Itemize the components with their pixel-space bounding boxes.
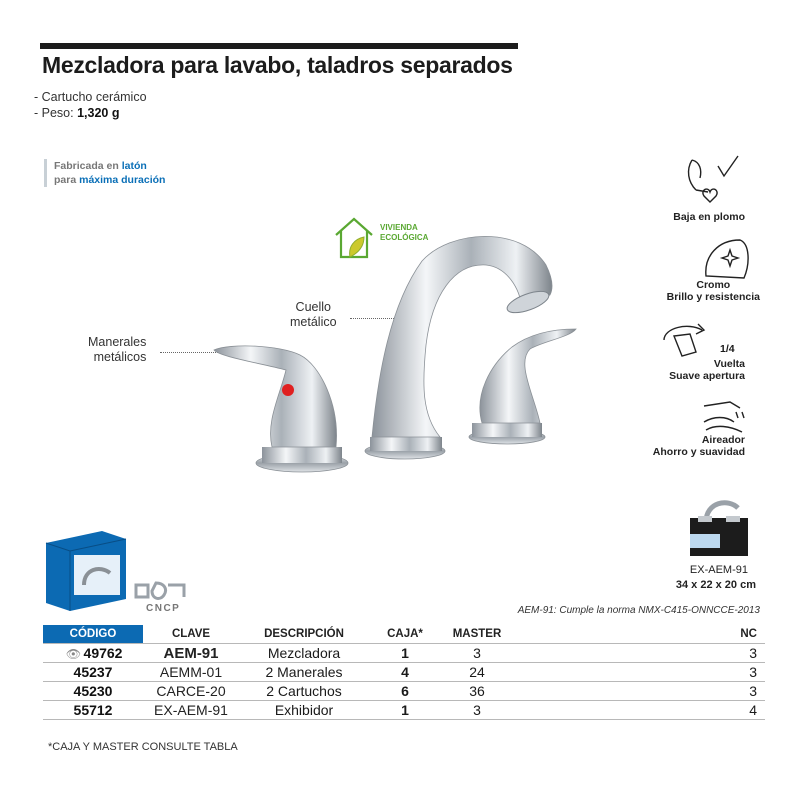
table-header-row bbox=[43, 625, 765, 644]
low-lead-icon bbox=[682, 152, 742, 206]
cell-descripcion: 2 Cartuchos bbox=[239, 682, 369, 701]
left-handle bbox=[214, 346, 348, 472]
cell-codigo: 45230 bbox=[43, 682, 143, 701]
cell-nc: 4 bbox=[513, 701, 765, 720]
cell-clave: EX-AEM-91 bbox=[143, 701, 239, 720]
cell-master: 24 bbox=[441, 663, 513, 682]
table-row bbox=[43, 682, 765, 701]
feature-aerator-label: Aireador Ahorro y suavidad bbox=[652, 434, 745, 458]
cell-codigo: 55712 bbox=[43, 701, 143, 720]
title-rule bbox=[40, 43, 518, 49]
cell-nc: 3 bbox=[513, 644, 765, 663]
col-header-master: MASTER bbox=[452, 628, 502, 640]
material-note: Fabricada en latón para máxima duración bbox=[44, 159, 214, 187]
quarter-turn-icon bbox=[658, 318, 718, 360]
table-row bbox=[43, 663, 765, 682]
display-model: EX-AEM-91 bbox=[689, 564, 748, 576]
cell-caja: 4 bbox=[369, 663, 441, 682]
handles-callout: Manerales metálicos bbox=[88, 335, 147, 364]
right-handle bbox=[469, 329, 576, 444]
neck-callout: Cuello metálico bbox=[290, 300, 337, 329]
page-title: Mezcladora para lavabo, taladros separados bbox=[42, 52, 513, 78]
display-stand-image bbox=[684, 494, 754, 560]
table-row bbox=[43, 701, 765, 720]
cncp-logo-text: CNCP bbox=[146, 603, 181, 614]
spec-weight: - Peso: 1,320 g bbox=[34, 106, 120, 120]
display-dimensions: 34 x 22 x 20 cm bbox=[675, 579, 756, 591]
cell-codigo: 45237 bbox=[43, 663, 143, 682]
faucet-illustration bbox=[200, 225, 590, 480]
cell-descripcion: Mezcladora bbox=[239, 644, 369, 663]
hot-indicator-icon bbox=[282, 384, 294, 396]
product-box-image bbox=[44, 529, 128, 613]
feature-quarter-label: Vuelta Suave apertura bbox=[669, 358, 745, 382]
feature-low-lead-label: Baja en plomo bbox=[673, 211, 745, 223]
cell-master: 3 bbox=[441, 644, 513, 663]
col-header-caja: CAJA* bbox=[387, 628, 423, 640]
feature-quarter-value: 1/4 bbox=[720, 343, 735, 355]
aerator-icon bbox=[700, 398, 750, 438]
cell-master: 3 bbox=[441, 701, 513, 720]
cell-clave: CARCE-20 bbox=[143, 682, 239, 701]
feature-chrome-label: Cromo Brillo y resistencia bbox=[666, 279, 760, 303]
col-header-descripcion: DESCRIPCIÓN bbox=[264, 628, 344, 640]
eco-badge-line2: ECOLÓGICA bbox=[380, 233, 429, 242]
product-table bbox=[43, 625, 765, 720]
cell-nc: 3 bbox=[513, 682, 765, 701]
cell-clave: AEMM-01 bbox=[143, 663, 239, 682]
footnote: *CAJA Y MASTER CONSULTE TABLA bbox=[48, 741, 238, 753]
col-header-clave: CLAVE bbox=[171, 628, 211, 640]
cell-caja: 1 bbox=[369, 644, 441, 663]
cell-descripcion: 2 Manerales bbox=[239, 663, 369, 682]
eye-icon[interactable]: 👁 bbox=[65, 647, 82, 661]
cell-caja: 6 bbox=[369, 682, 441, 701]
cell-caja: 1 bbox=[369, 701, 441, 720]
eco-badge-line1: VIVIENDA bbox=[380, 223, 418, 232]
cell-clave: AEM-91 bbox=[143, 644, 239, 663]
cell-nc: 3 bbox=[513, 663, 765, 682]
cncp-logo-icon bbox=[134, 581, 190, 603]
table-row bbox=[43, 644, 765, 663]
chrome-icon bbox=[700, 234, 754, 284]
cell-master: 36 bbox=[441, 682, 513, 701]
norm-note: AEM-91: Cumple la norma NMX-C415-ONNCCE-2013 bbox=[517, 605, 760, 616]
spec-cartridge: - Cartucho cerámico bbox=[34, 90, 147, 104]
cell-codigo: 👁 49762 bbox=[43, 644, 143, 663]
col-header-codigo: CÓDIGO bbox=[43, 625, 143, 644]
col-header-nc: NC bbox=[740, 628, 757, 640]
cell-descripcion: Exhibidor bbox=[239, 701, 369, 720]
